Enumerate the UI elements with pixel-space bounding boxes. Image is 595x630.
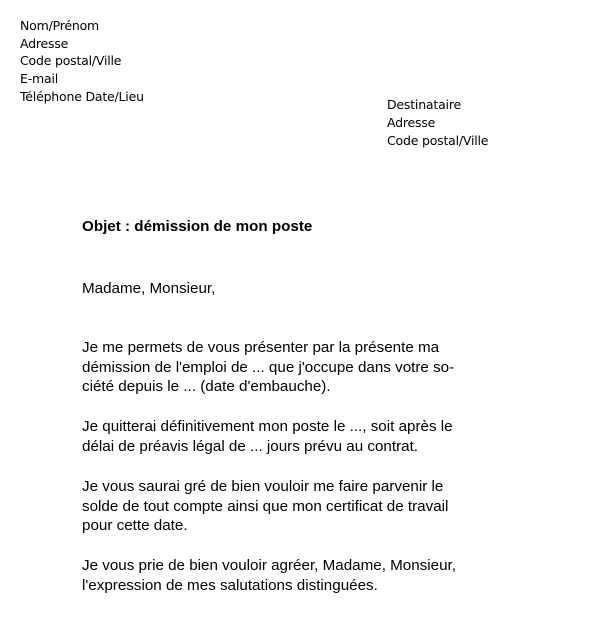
paragraph-line: Je me permets de vous présenter par la présente ma [82, 339, 440, 356]
paragraph-final-settlement [82, 477, 448, 536]
paragraph-resignation [82, 338, 454, 397]
paragraph-line: Je vous prie de bien vouloir agréer, Madame, Monsieur, [82, 557, 456, 574]
paragraph-line: délai de préavis légal de ... jours prévu au contrat. [82, 437, 419, 455]
paragraph-closing [82, 556, 456, 595]
recipient-address: Adresse [387, 115, 436, 130]
sender-name: Nom/Prénom [20, 18, 100, 33]
recipient-postcode-city: Code postal/Ville [387, 133, 489, 148]
letter-salutation: Madame, Monsieur, [82, 280, 216, 297]
paragraph-line: Je quitterai définitivement mon poste le ..., soit après le [82, 418, 453, 435]
paragraph-line: ciété depuis le ... (date d'embauche). [82, 378, 331, 396]
recipient-address-block [387, 96, 488, 150]
paragraph-line: l'expression de mes salutations distinguées. [82, 576, 378, 594]
paragraph-line: démission de l'emploi de ... que j'occupe dans votre so- [82, 358, 455, 376]
sender-address: Adresse [20, 35, 69, 51]
sender-email: E-mail [20, 71, 58, 87]
letter-subject: Objet : démission de mon poste [82, 218, 313, 235]
sender-postcode-city: Code postal/Ville [20, 53, 122, 69]
sender-address-block [20, 17, 144, 106]
sender-phone-date-place: Téléphone Date/Lieu [20, 88, 144, 104]
paragraph-notice-period [82, 417, 453, 456]
paragraph-line: Je vous saurai gré de bien vouloir me faire parvenir le [82, 478, 444, 495]
paragraph-line: solde de tout compte ainsi que mon certificat de travail [82, 497, 449, 515]
paragraph-line: pour cette date. [82, 517, 188, 535]
recipient-name: Destinataire [387, 97, 461, 112]
